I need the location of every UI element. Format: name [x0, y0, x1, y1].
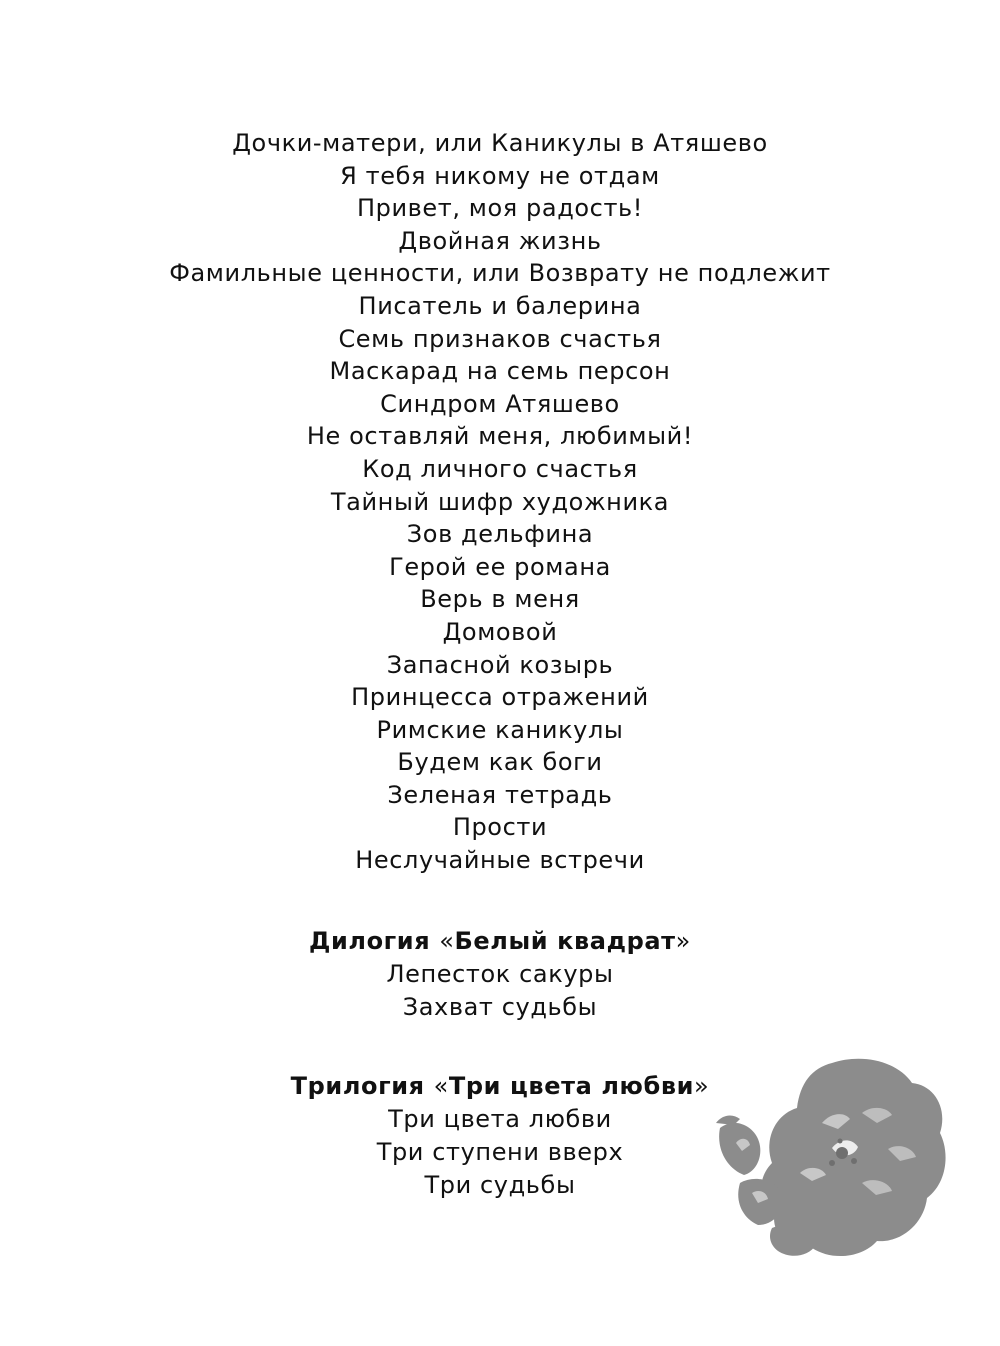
title-item: Верь в меня — [420, 585, 580, 614]
title-item: Не оставляй меня, любимый! — [306, 422, 694, 451]
dilogy-prefix: Дилогия — [309, 927, 440, 955]
dilogy-books — [0, 958, 1000, 1024]
title-item: Код личного счастья — [362, 454, 638, 483]
title-item: Двойная жизнь — [398, 226, 602, 255]
trilogy-book: Три цвета любви — [388, 1105, 612, 1133]
title-item: Зов дельфина — [406, 520, 594, 549]
title-item: Принцесса отражений — [351, 683, 649, 712]
trilogy-close-quote: » — [694, 1072, 710, 1100]
trilogy-prefix: Трилогия — [290, 1072, 434, 1100]
title-item: Будем как боги — [397, 748, 603, 777]
title-item: Герой ее романа — [389, 552, 611, 581]
dilogy-book: Захват судьбы — [402, 993, 598, 1021]
dilogy-section — [0, 925, 1000, 1024]
title-item: Зеленая тетрадь — [387, 780, 613, 809]
title-item: Тайный шифр художника — [330, 487, 670, 516]
titles-list — [0, 127, 1000, 877]
flower-icon — [712, 1053, 952, 1263]
title-item: Привет, моя радость! — [356, 194, 644, 223]
title-item: Маскарад на семь персон — [329, 357, 671, 386]
trilogy-name: Три цвета любви — [448, 1072, 695, 1100]
title-item: Домовой — [442, 617, 558, 646]
title-item: Писатель и балерина — [358, 291, 642, 320]
title-item: Синдром Атяшево — [380, 389, 620, 418]
trilogy-open-quote: « — [433, 1072, 449, 1100]
trilogy-book: Три судьбы — [424, 1171, 576, 1199]
title-item: Прости — [452, 813, 548, 842]
title-item: Неслучайные встречи — [355, 846, 645, 875]
title-item: Римские каникулы — [376, 715, 624, 744]
dilogy-close-quote: » — [675, 927, 691, 955]
title-item: Запасной козырь — [386, 650, 614, 679]
title-item: Семь признаков счастья — [338, 324, 662, 353]
dilogy-name: Белый квадрат — [454, 927, 676, 955]
dilogy-open-quote: « — [439, 927, 455, 955]
dilogy-heading — [0, 925, 1000, 958]
trilogy-book: Три ступени вверх — [376, 1138, 624, 1166]
title-item: Дочки-матери, или Каникулы в Атяшево — [232, 129, 768, 157]
title-item: Фамильные ценности, или Возврату не подлежит — [169, 259, 831, 288]
title-item: Я тебя никому не отдам — [340, 161, 660, 190]
dilogy-book: Лепесток сакуры — [386, 960, 614, 988]
